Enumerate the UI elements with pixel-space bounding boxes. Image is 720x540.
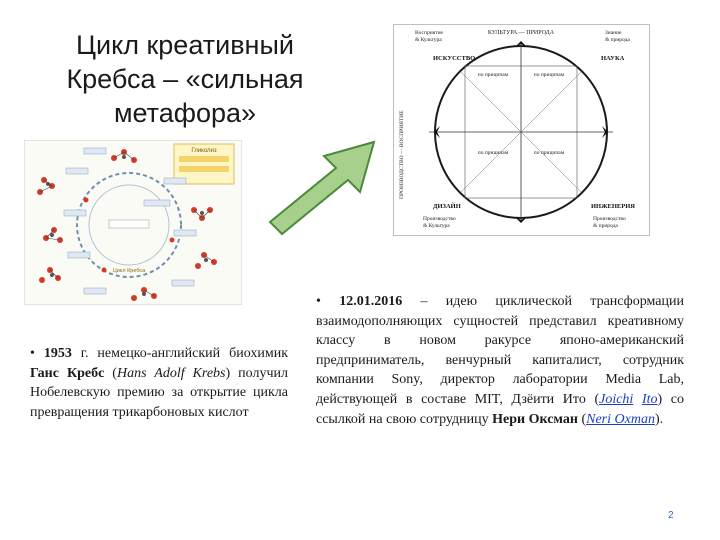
text-fragment: ( <box>577 411 587 427</box>
text-fragment: ( <box>104 365 117 381</box>
krebs-cycle-label: Цикл Кребса <box>112 268 146 274</box>
cycle-top-right-1: Знание <box>605 30 622 36</box>
page-number: 2 <box>668 510 674 521</box>
cycle-top-left-2: & Культура <box>415 37 442 43</box>
cycle-bottom-left-2: & Культура <box>423 223 450 229</box>
title-line-3: метафора» <box>113 98 257 128</box>
inner-label-1: по приципам <box>477 72 509 78</box>
inner-label-4: по приципам <box>533 150 565 156</box>
year: 1953 <box>43 346 72 361</box>
krebs-paragraph <box>30 344 288 422</box>
cycle-bottom-right-1: Производство <box>593 216 626 222</box>
cycle-top-left-1: Восприятие <box>415 30 443 36</box>
text-fragment: ) со ссылкой на свою сотрудницу <box>316 391 684 427</box>
krebs-name: Ганс Кребс <box>30 365 105 381</box>
quadrant-engineering: ИНЖЕНЕРИЯ <box>591 203 635 210</box>
green-arrow-icon <box>252 130 392 240</box>
text-fragment: ). <box>654 411 664 427</box>
krebs-cycle-image <box>24 140 242 305</box>
inner-label-3: по приципам <box>477 150 509 156</box>
cycle-side-label: ПРОИЗВОДСТВО — ВОСПРИЯТИЕ <box>399 110 405 199</box>
creative-cycle-diagram <box>393 24 650 236</box>
ito-paragraph <box>316 292 684 429</box>
text-fragment: ) получил Нобелевскую премию за открытие цикла превращения трикарбоновых кислот <box>30 365 288 420</box>
neri-oxman-link[interactable]: Neri Oxman <box>586 411 655 427</box>
quadrant-science: НАУКА <box>601 55 625 62</box>
oxman-name: Нери Оксман <box>492 411 578 427</box>
title-line-1: Цикл креативный <box>76 30 294 60</box>
text-fragment: г. немецко-английский биохимик <box>71 346 289 361</box>
ito-link[interactable]: Ito <box>641 391 658 407</box>
bullet: • <box>30 346 35 361</box>
quadrant-design: ДИЗАЙН <box>433 203 461 210</box>
quadrant-art: ИСКУССТВО <box>433 55 476 62</box>
glycolysis-label: Гликолиз <box>191 148 217 154</box>
slide-title <box>60 28 310 130</box>
title-line-2: Кребса – «сильная <box>66 64 304 94</box>
cycle-top-right-2: & природа <box>605 37 630 43</box>
joichi-link[interactable]: Joichi <box>599 391 634 407</box>
cycle-bottom-left-1: Производство <box>423 216 456 222</box>
cycle-top-label: КУЛЬТУРА — ПРИРОДА <box>487 30 555 36</box>
inner-label-2: по приципам <box>533 72 565 78</box>
krebs-latin-name: Hans Adolf Krebs <box>116 365 226 381</box>
cycle-bottom-right-2: & природа <box>593 223 618 229</box>
text-fragment: – идею циклической трансформации взаимодополняющих сущностей представил креативному классу в новом ракурсе японо-американский предприниматель, венчурный капиталист, сотрудник компании Sony, директор лаборатории Media Lab, действующей в составе MIT, Дзёити Ито ( <box>316 294 684 407</box>
bullet: • <box>316 294 321 309</box>
date: 12.01.2016 <box>339 294 403 309</box>
